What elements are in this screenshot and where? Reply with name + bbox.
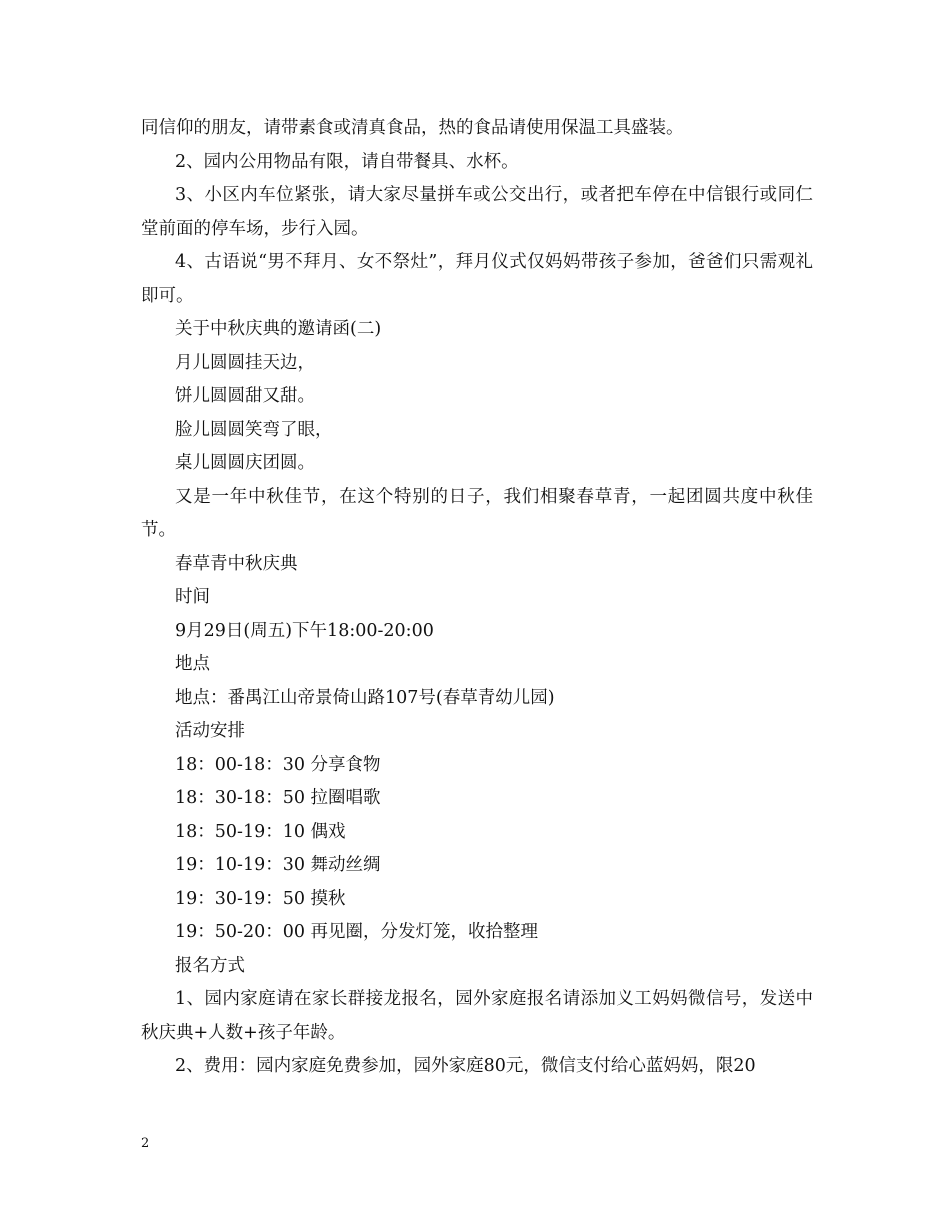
- poem-line: 月儿圆圆挂天边，: [175, 352, 315, 373]
- location-label: 地点: [175, 654, 210, 674]
- schedule-item: 19：30-19：50 摸秋: [175, 888, 346, 909]
- document-body: [141, 112, 813, 1084]
- poem-line: 脸儿圆圆笑弯了眼，: [175, 419, 333, 440]
- schedule-item: 19：10-19：30 舞动丝绸: [175, 855, 381, 875]
- poem-line: 桌儿圆圆庆团圆。: [175, 453, 315, 473]
- schedule-item: 18：50-19：10 偶戏: [175, 821, 346, 842]
- time-value: 9月29日(周五)下午18:00-20:00: [175, 620, 434, 641]
- paragraph: 2、园内公用物品有限，请自带餐具、水杯。: [175, 151, 519, 172]
- registration-label: 报名方式: [175, 955, 245, 976]
- event-title: 春草青中秋庆典: [175, 553, 298, 574]
- paragraph: 又是一年中秋佳节，在这个特别的日子，我们相聚春草青，一起团圆共度中秋佳节。: [141, 486, 813, 540]
- poem-line: 饼儿圆圆甜又甜。: [175, 386, 315, 406]
- schedule-item: 18：00-18：30 分享食物: [175, 754, 381, 775]
- section-heading: 关于中秋庆典的邀请函(二): [175, 319, 382, 339]
- page-number: 2: [141, 1136, 150, 1151]
- paragraph: 同信仰的朋友，请带素食或清真食品，热的食品请使用保温工具盛装。: [141, 118, 684, 138]
- paragraph: 3、小区内车位紧张，请大家尽量拼车或公交出行，或者把车停在中信银行或同仁堂前面的停车场，步行入园。: [141, 185, 813, 239]
- schedule-item: 18：30-18：50 拉圈唱歌: [175, 788, 381, 808]
- schedule-label: 活动安排: [175, 721, 245, 741]
- location-value: 地点：番禺江山帝景倚山路107号(春草青幼儿园): [175, 687, 555, 708]
- time-label: 时间: [175, 587, 210, 607]
- paragraph: 2、费用：园内家庭免费参加，园外家庭80元，微信支付给心蓝妈妈，限20: [175, 1056, 756, 1076]
- paragraph: 4、古语说“男不拜月、女不祭灶”，拜月仪式仅妈妈带孩子参加，爸爸们只需观礼即可。: [141, 252, 813, 306]
- schedule-item: 19：50-20：00 再见圈，分发灯笼，收拾整理: [175, 922, 539, 942]
- paragraph: 1、园内家庭请在家长群接龙报名，园外家庭报名请添加义工妈妈微信号，发送中秋庆典+人数+孩子年龄。: [141, 989, 813, 1043]
